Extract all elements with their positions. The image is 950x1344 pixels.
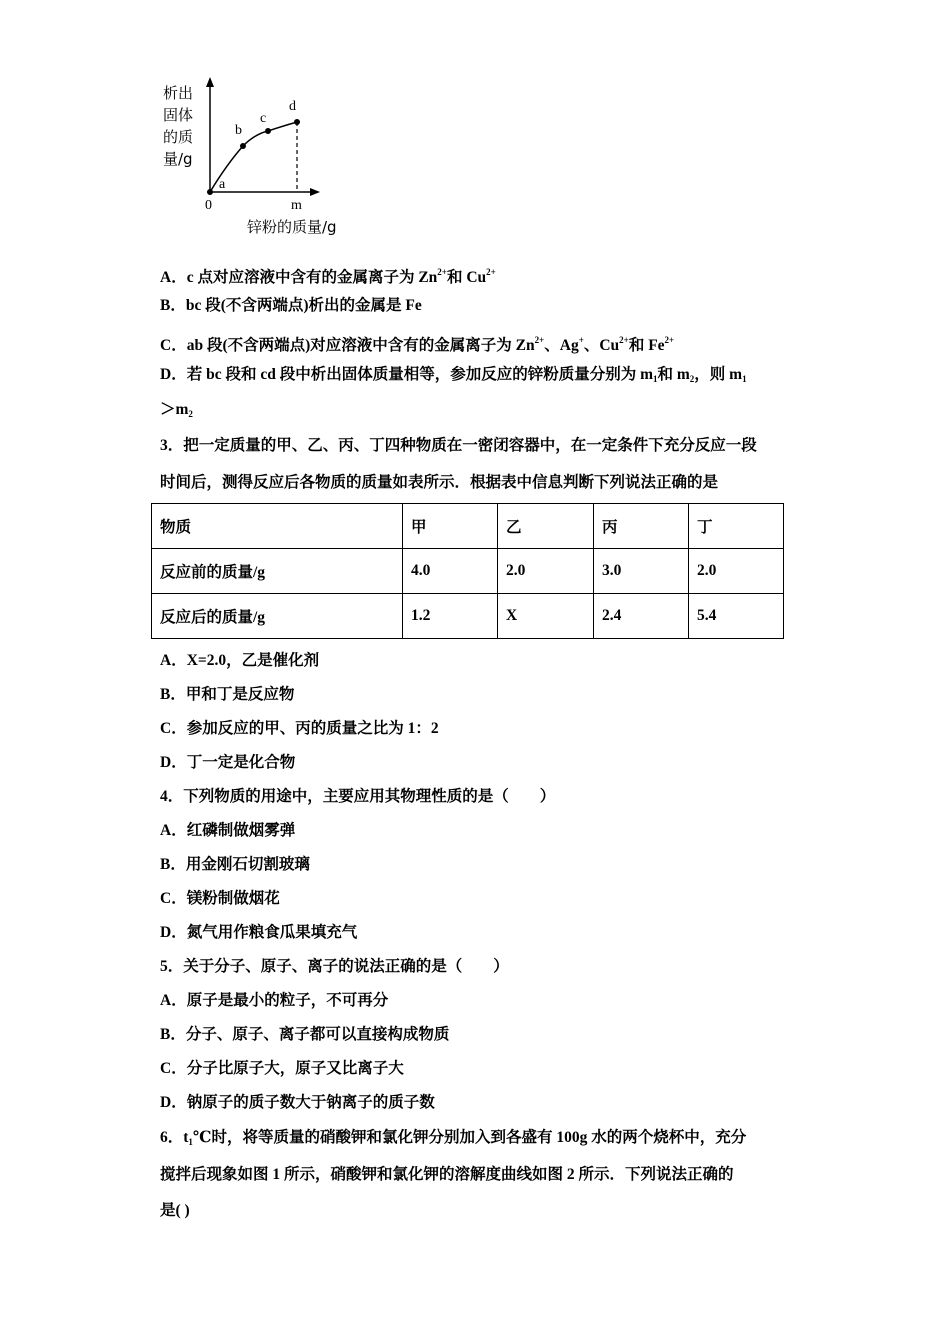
table-cell: 2.4 (594, 594, 689, 639)
q6-stem-line1: 6．$t_1℃$时，将等质量的硝酸钾和氯化钾分别加入到各盛有 100g 水的两个烧杯中，充分 (160, 1129, 747, 1147)
q5-option-c: C．分子比原子大，原子又比离子大 (160, 1060, 404, 1077)
q5-option-b: B．分子、原子、离子都可以直接构成物质 (160, 1026, 450, 1043)
curve-ab (210, 146, 243, 192)
point-c (265, 128, 271, 134)
q6-stem-line3: 是( ) (160, 1202, 190, 1219)
table-cell: 2.0 (689, 549, 784, 594)
q4-option-c: C．镁粉制做烟花 (160, 890, 280, 907)
graph-y-label-line: 析出 (163, 84, 194, 102)
q2-option-c: C．ab 段(不含两端点)对应溶液中含有的金属离子为 $Zn^{2+}$、Ag+、$Cu^{2+}$和 $Fe^{2+}$ (160, 335, 675, 354)
curve-cd (268, 122, 297, 131)
table-header-cell: 丁 (689, 504, 784, 549)
q5-stem: 5．关于分子、原子、离子的说法正确的是（ ） (160, 958, 509, 975)
q3-option-a: A．X=2.0，乙是催化剂 (160, 652, 320, 669)
q3-stem-line2: 时间后，测得反应后各物质的质量如表所示．根据表中信息判断下列说法正确的是 (160, 474, 719, 491)
label-c: c (260, 111, 267, 126)
y-axis-arrow-icon (206, 77, 214, 87)
q2-option-b: B．bc 段(不含两端点)析出的金属是 Fe (160, 297, 422, 314)
q4-option-b: B．用金刚石切割玻璃 (160, 856, 310, 873)
table-header-cell: 乙 (498, 504, 594, 549)
label-a: a (219, 177, 226, 192)
q6-stem-line2: 搅拌后现象如图 1 所示，硝酸钾和氯化钾的溶解度曲线如图 2 所示．下列说法正确的 (160, 1166, 734, 1183)
q2-option-d-cont: $>m_2$ (160, 401, 193, 419)
q4-stem: 4．下列物质的用途中，主要应用其物理性质的是（ ） (160, 788, 556, 805)
table-header-cell: 物质 (152, 504, 403, 549)
point-d (294, 119, 300, 125)
q3-mass-table (151, 503, 784, 639)
q5-option-a: A．原子是最小的粒子，不可再分 (160, 992, 389, 1009)
label-b: b (235, 123, 242, 138)
q3-stem-line1: 3．把一定质量的甲、乙、丙、丁四种物质在一密闭容器中，在一定条件下充分反应一段 (160, 437, 757, 454)
table-cell: 4.0 (403, 549, 498, 594)
table-row (152, 594, 784, 639)
q3-option-b: B．甲和丁是反应物 (160, 686, 295, 703)
q2-option-a: A．c 点对应溶液中含有的金属离子为 $Zn^{2+}$和 $Cu^{2+}$ (160, 267, 496, 286)
q2-option-d: D．若 bc 段和 cd 段中析出固体质量相等，参加反应的锌粉质量分别为 $m_1$和 $m_2$，则 $m_1$ (160, 366, 747, 384)
label-d: d (289, 99, 296, 114)
table-cell: 5.4 (689, 594, 784, 639)
graph-x-label: 锌粉的质量/g (247, 218, 337, 236)
q4-option-d: D．氮气用作粮食瓜果填充气 (160, 924, 358, 941)
point-b (240, 143, 246, 149)
table-header-cell: 甲 (403, 504, 498, 549)
x-axis-arrow-icon (310, 188, 320, 196)
table-header-row (152, 504, 784, 549)
table-cell: 3.0 (594, 549, 689, 594)
table-cell: X (498, 594, 594, 639)
table-header-cell: 丙 (594, 504, 689, 549)
table-cell: 1.2 (403, 594, 498, 639)
q3-option-c: C．参加反应的甲、丙的质量之比为 1：2 (160, 720, 439, 737)
q5-option-d: D．钠原子的质子数大于钠离子的质子数 (160, 1094, 435, 1111)
q4-option-a: A．红磷制做烟雾弹 (160, 822, 296, 839)
table-cell: 反应后的质量/g (152, 594, 403, 639)
table-cell: 反应前的质量/g (152, 549, 403, 594)
label-origin: 0 (205, 198, 212, 213)
table-cell: 2.0 (498, 549, 594, 594)
table-row (152, 549, 784, 594)
curve-bc (243, 131, 268, 146)
q3-option-d: D．丁一定是化合物 (160, 754, 296, 771)
graph-y-label-line: 固体 (163, 106, 194, 124)
graph-y-label-line: 的质 (163, 128, 194, 146)
graph-y-label-line: 量/g (163, 150, 193, 168)
point-a (207, 189, 213, 195)
label-m: m (291, 198, 302, 213)
